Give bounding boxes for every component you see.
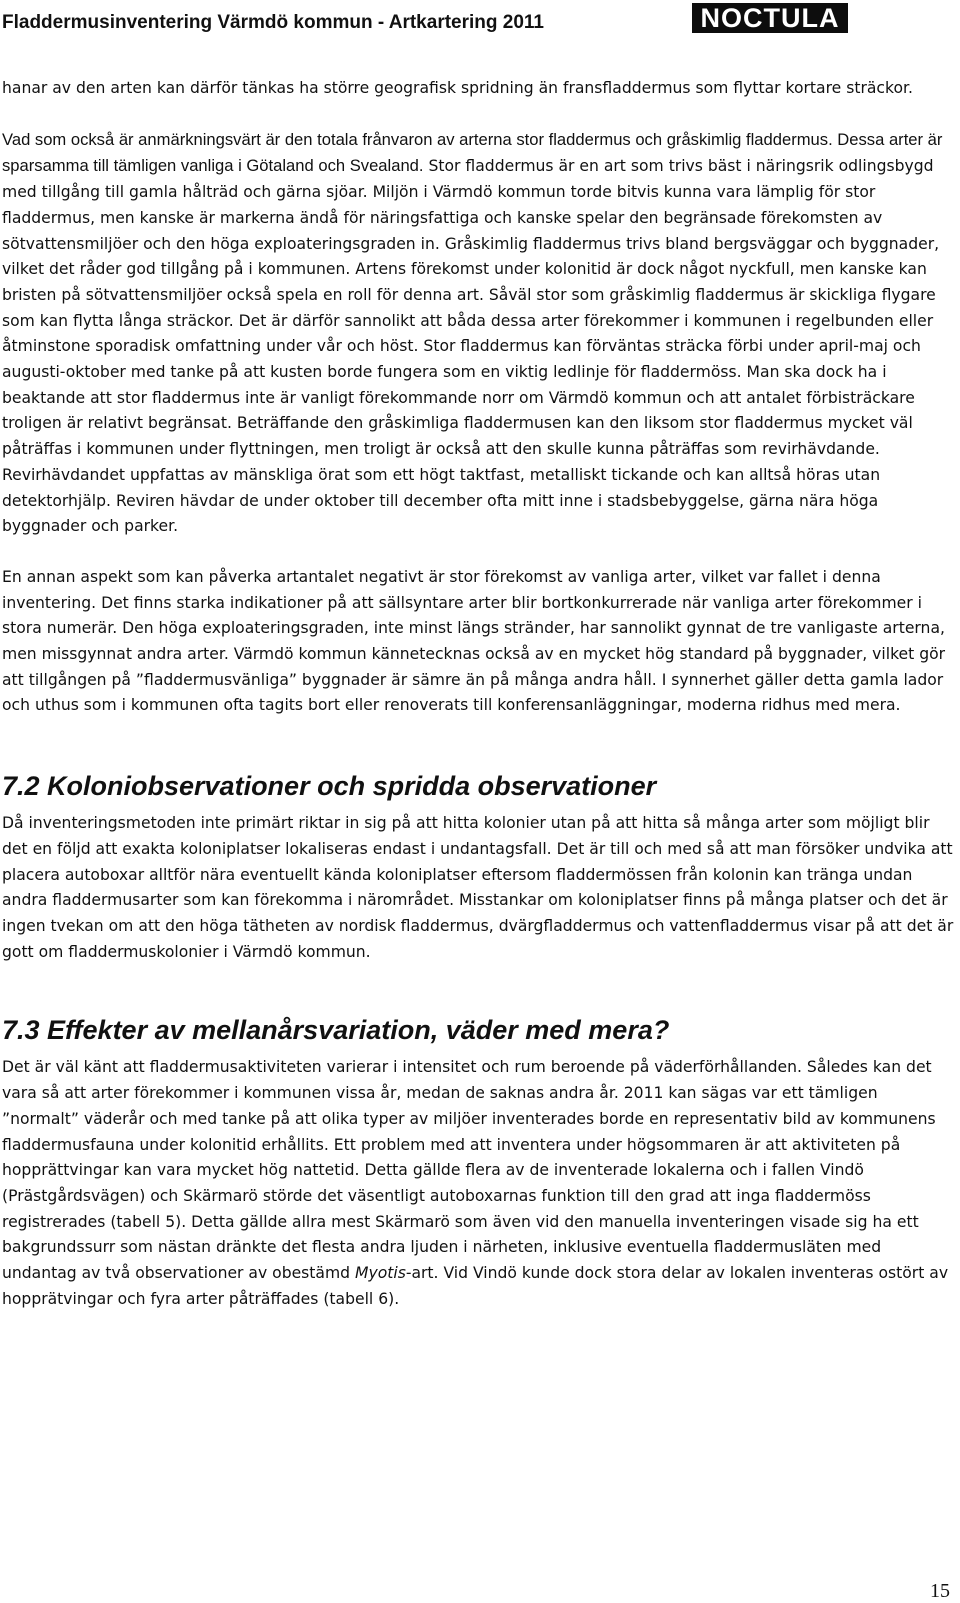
section-heading-7-3: 7.3 Effekter av mellanårsvariation, väder med mera? <box>2 1015 670 1046</box>
section-7-3-text-start: Det är väl känt att fladdermusaktiviteten varierar i intensitet och rum beroende på väderförhållanden. Således kan det vara så att arter förekommer i kommunen vissa år, medan de saknas andra år. 2011 kan sägas var ett tämligen ”normalt” väderår och med tanke på att olika typer av miljöer inventerades borde en representativ bild av kommunens fladdermusfauna under kolonitid erhållits. Ett problem med att inventera under högsommaren är att aktiviteten på hopprättvingar kan vara mycket hög nattetid. Detta gällde flera av de inventerade lokalerna och i fallen Vindö (Prästgårdsvägen) och Skärmarö störde det väsentligt autoboxarnas funktion till den grad att inga fladdermöss registrerades (tabell 5). Detta gällde allra mest Skärmarö som även vid den manuella inventeringen visade sig ha ett bakgrundssurr som nästan dränkte det flesta andra ljuden i närheten, inklusive eventuella fladdermusläten med undantag av två observationer av obestämd <box>2 1058 936 1283</box>
page-number: 15 <box>930 1580 950 1602</box>
running-title: Fladdermusinventering Värmdö kommun - Artkartering 2011 <box>2 12 544 33</box>
page-header <box>0 0 960 46</box>
paragraph-2-part-a: Vad som också är anmärkningsvärt är den totala frånvaron av arterna stor fladdermus och gråskimlig fladdermus. Dessa arter är sparsamma till tämligen vanliga i Götaland och Svealand. <box>2 129 943 176</box>
paragraph-3: En annan aspekt som kan påverka artantalet negativt är stor förekomst av vanliga arter, vilket var fallet i denna inventering. Det finns starka indikationer på att sällsyntare arter blir bortkonkurrerade när vanliga arter förekommer i stora numerär. Den höga exploateringsgraden, inte minst längs stränder, har sannolikt gynnat de tre vanligaste arterna, men missgynnat andra arter. Värmdö kommun kännetecknas också av en mycket hög standard på byggnader, vilket gör att tillgången på ”fladdermusvänliga” byggnader är sämre än på många andra håll. I synnerhet gäller detta gamla lador och uthus som i kommunen ofta tagits bort eller renoverats till konferensanläggningar, moderna ridhus med mera. <box>2 567 946 715</box>
paragraph-1: hanar av den arten kan därför tänkas ha större geografisk spridning än fransfladdermus som flyttar kortare sträckor. <box>2 79 913 97</box>
italic-genus-term: Myotis <box>355 1264 406 1283</box>
section-heading-7-2: 7.2 Koloniobservationer och spridda observationer <box>2 771 657 802</box>
paragraph-2-part-b: Stor fladdermus är en art som trivs bäst i näringsrik odlingsbygd med tillgång till gamla hålträd och gärna sjöar. Miljön i Värmdö kommun torde bitvis kunna vara lämplig för stor fladdermus, men kanske är markerna ändå för näringsfattiga och kanske spelar den begränsade förekomsten av sötvattensmiljöer och den höga exploateringsgraden in. Gråskimlig fladdermus trivs bland bergsväggar och byggnader, vilket det råder god tillgång på i kommunen. Artens förekomst under kolonitid är dock något nyckfull, men kanske kan bristen på sötvattensmiljöer också spela en roll för denna art. Såväl stor som gråskimlig fladdermus är skickliga flygare som kan flytta långa sträckor. Det är därför sannolikt att båda dessa arter förekommer i kommunen i regelbunden eller åtminstone sporadisk omfattning under vår och höst. Stor fladdermus kan förväntas sträcka förbi under april-maj och augusti-oktober med tanke på att kusten borde fungera som en viktig ledlinje för fladdermöss. Man ska dock ha i beaktande att stor fladdermus inte är vanligt förekommande norr om Värmdö kommun och att antalet förbisträckare troligen är relativt begränsat. Beträffande den gråskimliga fladdermusen kan den liksom stor fladdermus mycket väl påträffas i kommunen under flyttningen, men troligt är också att den skulle kunna påträffas som revirhävdande. Revirhävdandet uppfattas av mänskliga örat som ett högt taktfast, metalliskt tickande och kan alltså höras utan detektorhjälp. Reviren hävdar de under oktober till december ofta mitt inne i stadsbebyggelse, gärna nära höga byggnader och parker. <box>2 157 940 536</box>
document-body <box>2 76 957 1312</box>
paragraph-2 <box>2 127 957 540</box>
section-7-3-body <box>2 1055 957 1312</box>
noctula-logo: NOCTULA <box>692 3 848 33</box>
section-7-3-text-end: -art. Vid Vindö kunde dock stora delar av lokalen inventeras ostört av hopprätvingar och fyra arter påträffades (tabell 6). <box>2 1264 949 1308</box>
section-7-2-body: Då inventeringsmetoden inte primärt riktar in sig på att hitta kolonier utan på att hitta så många arter som möjligt blir det en följd att exakta koloniplatser lokaliseras endast i undantagsfall. Det är till och med så att man försöker undvika att placera autoboxar alltför nära eventuellt kända koloniplatser eftersom fladdermössen från kolonin kan tränga undan andra fladdermusarter som kan förekomma i närområdet. Misstankar om koloniplatser finns på många platser och det är ingen tvekan om att den höga tätheten av nordisk fladdermus, dvärgfladdermus och vattenfladdermus visar på att det är gott om fladdermuskolonier i Värmdö kommun. <box>2 814 954 961</box>
